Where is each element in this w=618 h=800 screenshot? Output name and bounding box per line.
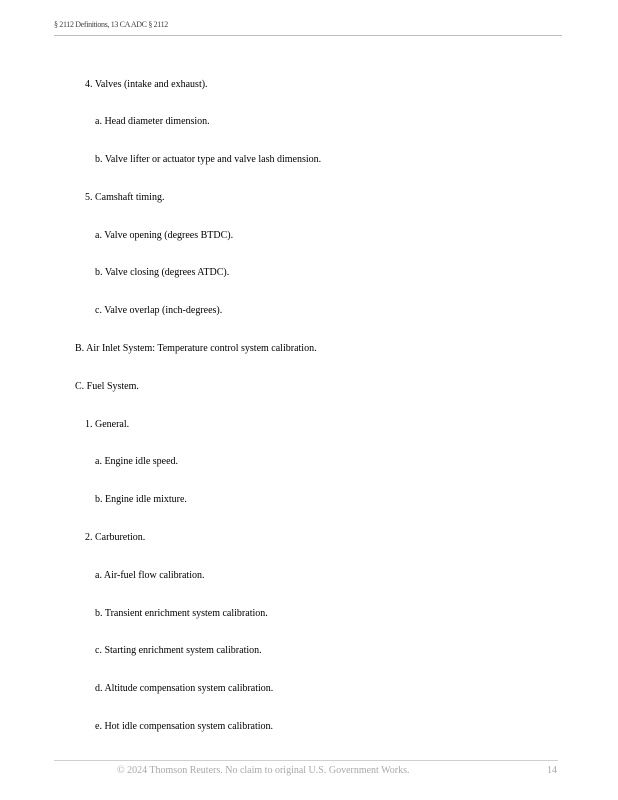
list-item: 4. Valves (intake and exhaust). (85, 79, 208, 90)
list-item: 5. Camshaft timing. (85, 192, 165, 203)
list-item: 1. General. (85, 419, 130, 430)
list-item: b. Engine idle mixture. (95, 494, 187, 505)
footer-divider (54, 760, 558, 761)
list-item: a. Head diameter dimension. (95, 116, 210, 127)
list-item: 2. Carburetion. (85, 532, 146, 543)
list-item: c. Valve overlap (inch-degrees). (95, 305, 223, 316)
page-header (54, 19, 562, 36)
list-item: a. Engine idle speed. (95, 456, 179, 467)
header-citation: § 2112 Definitions, 13 CA ADC § 2112 (54, 20, 168, 29)
list-item: c. Starting enrichment system calibration. (95, 645, 262, 656)
list-item: a. Air-fuel flow calibration. (95, 570, 205, 581)
list-item: e. Hot idle compensation system calibration. (95, 721, 274, 732)
list-item: b. Transient enrichment system calibration. (95, 608, 268, 619)
list-item: C. Fuel System. (75, 381, 139, 392)
footer-copyright: © 2024 Thomson Reuters. No claim to original U.S. Government Works. (117, 765, 410, 776)
list-item: d. Altitude compensation system calibration. (95, 683, 274, 694)
page-number: 14 (547, 765, 557, 776)
list-item: B. Air Inlet System: Temperature control system calibration. (75, 343, 317, 354)
list-item: b. Valve closing (degrees ATDC). (95, 267, 230, 278)
list-item: b. Valve lifter or actuator type and valve lash dimension. (95, 154, 322, 165)
list-item: a. Valve opening (degrees BTDC). (95, 230, 234, 241)
